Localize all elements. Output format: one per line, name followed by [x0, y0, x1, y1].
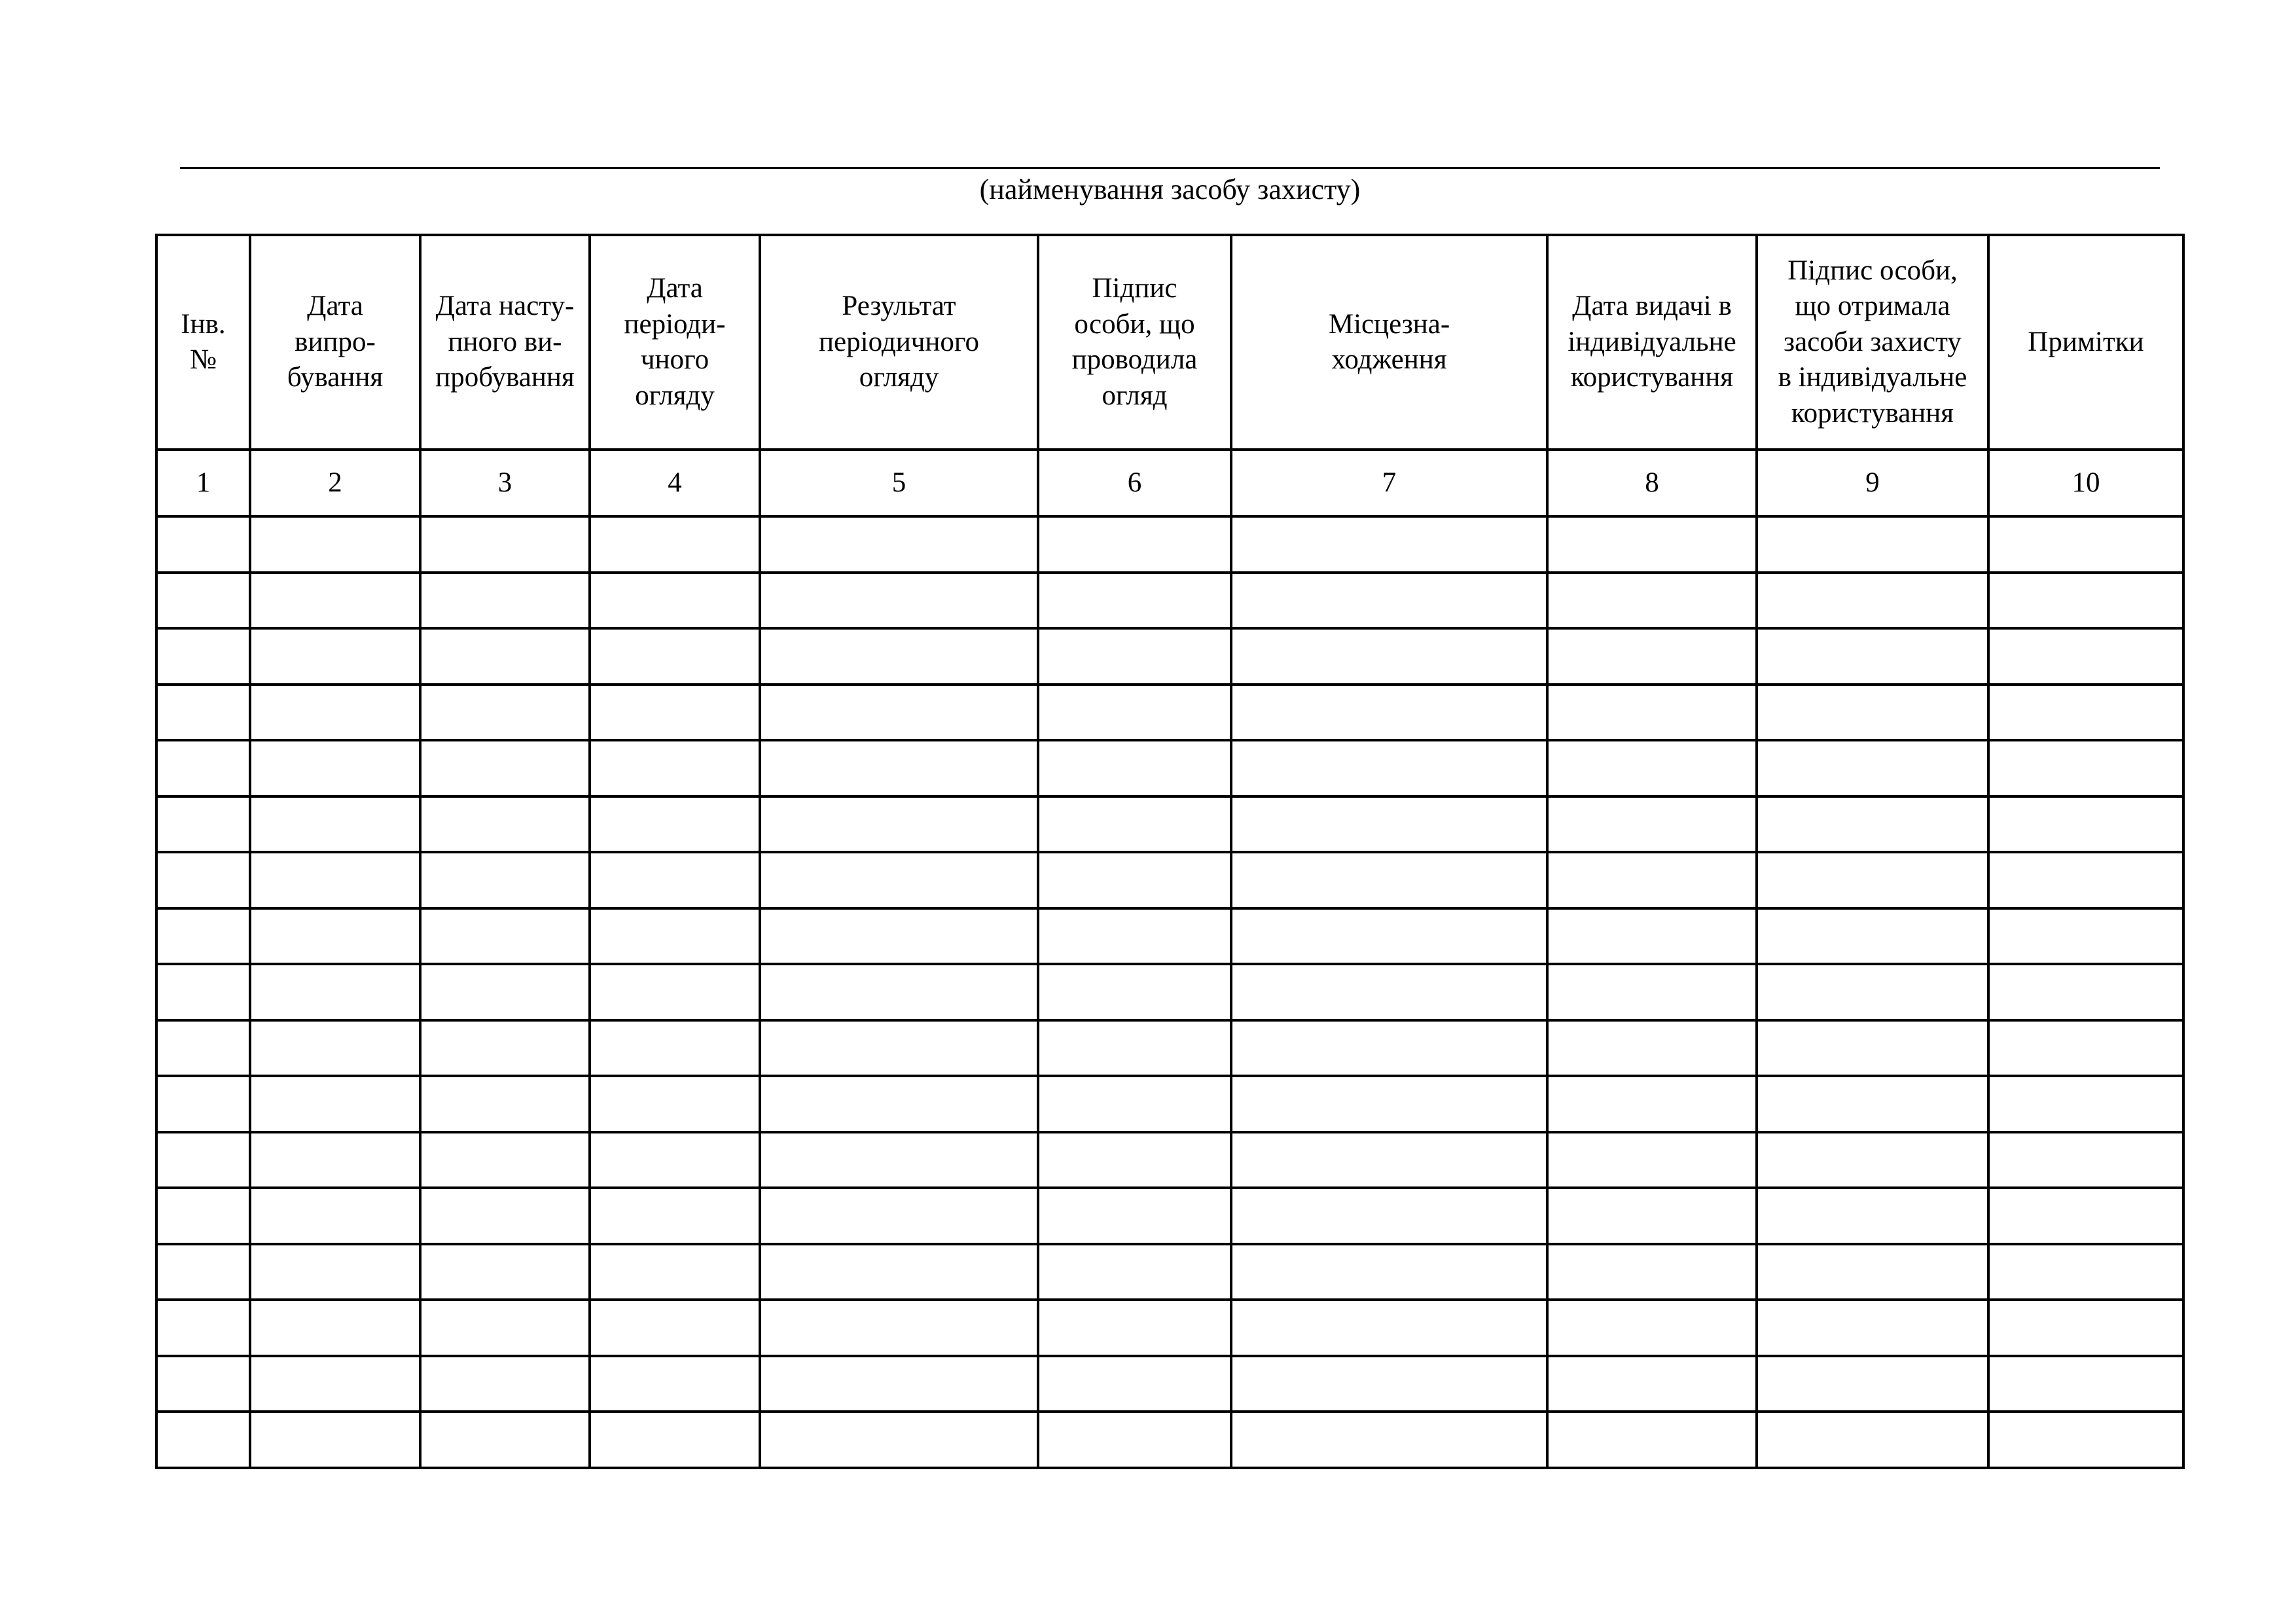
- empty-cell[interactable]: [420, 852, 590, 908]
- empty-cell[interactable]: [1988, 516, 2183, 573]
- empty-cell[interactable]: [1038, 740, 1231, 796]
- empty-cell[interactable]: [1231, 1020, 1547, 1077]
- column-number: 9: [1757, 450, 1988, 516]
- empty-cell[interactable]: [1231, 908, 1547, 965]
- empty-cell[interactable]: [250, 1020, 420, 1077]
- empty-cell[interactable]: [1547, 516, 1757, 573]
- empty-cell[interactable]: [1757, 516, 1988, 573]
- empty-cell[interactable]: [760, 1076, 1038, 1132]
- column-number: 10: [1988, 450, 2183, 516]
- header-text: Місцезна- ходження: [1328, 308, 1450, 375]
- empty-cell[interactable]: [1231, 1300, 1547, 1356]
- empty-cell[interactable]: [1988, 1412, 2183, 1468]
- empty-cell[interactable]: [1988, 964, 2183, 1020]
- empty-cell[interactable]: [1988, 852, 2183, 908]
- column-number: 7: [1231, 450, 1547, 516]
- empty-cell[interactable]: [156, 1356, 250, 1412]
- empty-cell[interactable]: [250, 685, 420, 741]
- empty-cell[interactable]: [1231, 628, 1547, 685]
- empty-cell[interactable]: [1547, 1132, 1757, 1188]
- empty-cell[interactable]: [1757, 1076, 1988, 1132]
- empty-cell[interactable]: [1231, 685, 1547, 741]
- empty-cell[interactable]: [250, 852, 420, 908]
- empty-cell[interactable]: [1231, 1076, 1547, 1132]
- empty-cell[interactable]: [156, 1244, 250, 1300]
- empty-cell[interactable]: [156, 516, 250, 573]
- empty-cell[interactable]: [1547, 796, 1757, 853]
- column-header-notes: [1988, 235, 2183, 450]
- empty-cell[interactable]: [1988, 740, 2183, 796]
- empty-cell[interactable]: [1757, 685, 1988, 741]
- empty-cell[interactable]: [156, 1076, 250, 1132]
- table-row: [156, 1020, 2183, 1077]
- empty-cell[interactable]: [250, 1244, 420, 1300]
- empty-cell[interactable]: [1231, 1356, 1547, 1412]
- empty-cell[interactable]: [1038, 1300, 1231, 1356]
- empty-cell[interactable]: [250, 1412, 420, 1468]
- empty-cell[interactable]: [1547, 740, 1757, 796]
- table-row: [156, 1076, 2183, 1132]
- empty-cell[interactable]: [156, 964, 250, 1020]
- empty-cell[interactable]: [1547, 908, 1757, 965]
- empty-cell[interactable]: [250, 964, 420, 1020]
- empty-cell[interactable]: [420, 685, 590, 741]
- table-row: [156, 1412, 2183, 1468]
- empty-cell[interactable]: [1231, 1244, 1547, 1300]
- empty-cell[interactable]: [250, 1356, 420, 1412]
- header-text: Інв. №: [181, 308, 226, 375]
- empty-cell[interactable]: [1231, 1132, 1547, 1188]
- empty-cell[interactable]: [590, 685, 760, 741]
- column-number-row: [156, 450, 2183, 516]
- empty-cell[interactable]: [590, 796, 760, 853]
- empty-cell[interactable]: [1038, 1020, 1231, 1077]
- empty-cell[interactable]: [420, 796, 590, 853]
- empty-cell[interactable]: [250, 516, 420, 573]
- empty-cell[interactable]: [1988, 573, 2183, 629]
- header-row: [156, 235, 2183, 450]
- empty-cell[interactable]: [1038, 573, 1231, 629]
- empty-cell[interactable]: [1547, 1412, 1757, 1468]
- table-row: [156, 1300, 2183, 1356]
- empty-cell[interactable]: [760, 628, 1038, 685]
- empty-cell[interactable]: [1038, 1244, 1231, 1300]
- empty-cell[interactable]: [1038, 908, 1231, 965]
- empty-cell[interactable]: [1547, 628, 1757, 685]
- empty-cell[interactable]: [250, 573, 420, 629]
- empty-cell[interactable]: [420, 1300, 590, 1356]
- column-number: 1: [156, 450, 250, 516]
- name-underline: [180, 167, 2160, 169]
- column-header-recipient-signature: [1757, 235, 1988, 450]
- empty-cell[interactable]: [760, 740, 1038, 796]
- empty-cell[interactable]: [1988, 1300, 2183, 1356]
- empty-cell[interactable]: [1547, 685, 1757, 741]
- empty-cell[interactable]: [590, 1356, 760, 1412]
- column-header-inspection-date: [590, 235, 760, 450]
- empty-cell[interactable]: [420, 908, 590, 965]
- empty-cell[interactable]: [760, 964, 1038, 1020]
- table-row: [156, 852, 2183, 908]
- empty-cell[interactable]: [420, 964, 590, 1020]
- empty-cell[interactable]: [1988, 1132, 2183, 1188]
- empty-cell[interactable]: [1988, 1076, 2183, 1132]
- empty-cell[interactable]: [420, 1244, 590, 1300]
- empty-cell[interactable]: [1231, 573, 1547, 629]
- column-number: 6: [1038, 450, 1231, 516]
- empty-cell[interactable]: [420, 628, 590, 685]
- empty-cell[interactable]: [1547, 964, 1757, 1020]
- empty-cell[interactable]: [420, 1132, 590, 1188]
- table-row: [156, 628, 2183, 685]
- column-header-issue-date: [1547, 235, 1757, 450]
- empty-cell[interactable]: [760, 1132, 1038, 1188]
- table-row: [156, 908, 2183, 965]
- empty-cell[interactable]: [1038, 964, 1231, 1020]
- empty-cell[interactable]: [1038, 796, 1231, 853]
- empty-cell[interactable]: [590, 740, 760, 796]
- header-text: Дата випро- бування: [287, 291, 384, 393]
- empty-cell[interactable]: [1547, 1020, 1757, 1077]
- empty-cell[interactable]: [250, 1188, 420, 1244]
- empty-cell[interactable]: [760, 573, 1038, 629]
- table-row: [156, 740, 2183, 796]
- table-row: [156, 1356, 2183, 1412]
- empty-cell[interactable]: [760, 1300, 1038, 1356]
- empty-cell[interactable]: [1038, 685, 1231, 741]
- empty-cell[interactable]: [1231, 1412, 1547, 1468]
- empty-cell[interactable]: [156, 1132, 250, 1188]
- empty-cell[interactable]: [760, 1020, 1038, 1077]
- empty-cell[interactable]: [1547, 573, 1757, 629]
- empty-cell[interactable]: [1038, 1356, 1231, 1412]
- empty-cell[interactable]: [250, 1132, 420, 1188]
- empty-cell[interactable]: [1547, 1188, 1757, 1244]
- empty-cell[interactable]: [590, 1188, 760, 1244]
- table-row: [156, 685, 2183, 741]
- empty-cell[interactable]: [1757, 1132, 1988, 1188]
- empty-cell[interactable]: [156, 1020, 250, 1077]
- table-row: [156, 1244, 2183, 1300]
- empty-cell[interactable]: [156, 908, 250, 965]
- table-row: [156, 1132, 2183, 1188]
- empty-cell[interactable]: [760, 685, 1038, 741]
- column-header-inspection-result: [760, 235, 1038, 450]
- empty-cell[interactable]: [1231, 516, 1547, 573]
- empty-cell[interactable]: [250, 1300, 420, 1356]
- column-number: 2: [250, 450, 420, 516]
- empty-cell[interactable]: [1038, 1188, 1231, 1244]
- empty-cell[interactable]: [1988, 685, 2183, 741]
- empty-cell[interactable]: [1757, 964, 1988, 1020]
- empty-cell[interactable]: [590, 908, 760, 965]
- empty-cell[interactable]: [156, 1188, 250, 1244]
- empty-cell[interactable]: [1757, 628, 1988, 685]
- empty-cell[interactable]: [1988, 628, 2183, 685]
- empty-cell[interactable]: [760, 908, 1038, 965]
- empty-cell[interactable]: [1757, 1188, 1988, 1244]
- column-number: 8: [1547, 450, 1757, 516]
- empty-cell[interactable]: [420, 573, 590, 629]
- column-header-inventory-number: [156, 235, 250, 450]
- empty-cell[interactable]: [156, 573, 250, 629]
- protection-means-name-caption: (найменування засобу захисту): [979, 173, 1361, 205]
- empty-cell[interactable]: [1231, 964, 1547, 1020]
- empty-cell[interactable]: [1038, 1132, 1231, 1188]
- empty-cell[interactable]: [1757, 796, 1988, 853]
- column-number: 4: [590, 450, 760, 516]
- empty-cell[interactable]: [1547, 1300, 1757, 1356]
- empty-cell[interactable]: [420, 1076, 590, 1132]
- empty-cell[interactable]: [1038, 1412, 1231, 1468]
- empty-cell[interactable]: [156, 796, 250, 853]
- empty-cell[interactable]: [156, 1412, 250, 1468]
- empty-cell[interactable]: [590, 1300, 760, 1356]
- empty-cell[interactable]: [1547, 1244, 1757, 1300]
- empty-cell[interactable]: [590, 964, 760, 1020]
- header-text: Результат періодичного огляду: [819, 291, 979, 393]
- empty-cell[interactable]: [1757, 1300, 1988, 1356]
- header-text: Підпис особи, що проводила огляд: [1071, 273, 1198, 411]
- column-header-inspector-signature: [1038, 235, 1231, 450]
- table-row: [156, 1188, 2183, 1244]
- header-text: Дата періоди- чного огляду: [624, 273, 726, 411]
- empty-cell[interactable]: [1988, 1356, 2183, 1412]
- empty-cell[interactable]: [1988, 1020, 2183, 1077]
- empty-cell[interactable]: [1757, 852, 1988, 908]
- empty-cell[interactable]: [250, 740, 420, 796]
- empty-cell[interactable]: [1038, 1076, 1231, 1132]
- empty-cell[interactable]: [760, 796, 1038, 853]
- empty-cell[interactable]: [420, 1188, 590, 1244]
- empty-cell[interactable]: [590, 852, 760, 908]
- empty-cell[interactable]: [1757, 1020, 1988, 1077]
- empty-cell[interactable]: [760, 1412, 1038, 1468]
- empty-cell[interactable]: [1547, 852, 1757, 908]
- empty-cell[interactable]: [420, 1356, 590, 1412]
- empty-cell[interactable]: [156, 1300, 250, 1356]
- empty-cell[interactable]: [760, 516, 1038, 573]
- empty-cell[interactable]: [760, 1244, 1038, 1300]
- column-number: 5: [760, 450, 1038, 516]
- empty-cell[interactable]: [250, 1076, 420, 1132]
- column-header-location: [1231, 235, 1547, 450]
- empty-cell[interactable]: [420, 1412, 590, 1468]
- empty-cell[interactable]: [156, 740, 250, 796]
- empty-cell[interactable]: [1231, 740, 1547, 796]
- table-row: [156, 796, 2183, 853]
- empty-cell[interactable]: [156, 852, 250, 908]
- header-text: Примітки: [2028, 326, 2144, 357]
- empty-cell[interactable]: [1038, 852, 1231, 908]
- empty-cell[interactable]: [590, 1076, 760, 1132]
- empty-cell[interactable]: [420, 1020, 590, 1077]
- empty-cell[interactable]: [760, 1356, 1038, 1412]
- empty-cell[interactable]: [590, 516, 760, 573]
- table-row: [156, 516, 2183, 573]
- protection-means-log-table: [155, 234, 2185, 1469]
- header-text: Дата видачі в індивідуальне користування: [1568, 291, 1736, 393]
- empty-cell[interactable]: [760, 1188, 1038, 1244]
- empty-cell[interactable]: [760, 852, 1038, 908]
- empty-cell[interactable]: [590, 1244, 760, 1300]
- empty-cell[interactable]: [1988, 796, 2183, 853]
- empty-cell[interactable]: [1757, 908, 1988, 965]
- empty-cell[interactable]: [1231, 796, 1547, 853]
- empty-cell[interactable]: [1988, 908, 2183, 965]
- empty-cell[interactable]: [1757, 1244, 1988, 1300]
- table-row: [156, 964, 2183, 1020]
- column-number: 3: [420, 450, 590, 516]
- empty-cell[interactable]: [1231, 1188, 1547, 1244]
- empty-cell[interactable]: [1038, 516, 1231, 573]
- empty-cell[interactable]: [590, 1020, 760, 1077]
- empty-cell[interactable]: [1757, 573, 1988, 629]
- empty-cell[interactable]: [590, 573, 760, 629]
- empty-cell[interactable]: [1231, 852, 1547, 908]
- empty-cell[interactable]: [1988, 1188, 2183, 1244]
- empty-cell[interactable]: [156, 685, 250, 741]
- header-text: Дата насту- пного ви- пробування: [435, 291, 575, 393]
- empty-cell[interactable]: [590, 1132, 760, 1188]
- empty-cell[interactable]: [1038, 628, 1231, 685]
- empty-cell[interactable]: [1757, 1412, 1988, 1468]
- header-text: Підпис особи, що отримала засоби захисту в індивідуальне користування: [1778, 255, 1967, 429]
- table-row: [156, 573, 2183, 629]
- empty-cell[interactable]: [1988, 1244, 2183, 1300]
- empty-cell[interactable]: [250, 796, 420, 853]
- empty-cell[interactable]: [420, 516, 590, 573]
- column-header-test-date: [250, 235, 420, 450]
- empty-cell[interactable]: [156, 628, 250, 685]
- empty-cell[interactable]: [250, 628, 420, 685]
- empty-cell[interactable]: [590, 1412, 760, 1468]
- empty-cell[interactable]: [1757, 1356, 1988, 1412]
- empty-cell[interactable]: [590, 628, 760, 685]
- empty-cell[interactable]: [1547, 1076, 1757, 1132]
- empty-cell[interactable]: [250, 908, 420, 965]
- column-header-next-test-date: [420, 235, 590, 450]
- empty-cell[interactable]: [1757, 740, 1988, 796]
- empty-cell[interactable]: [420, 740, 590, 796]
- empty-cell[interactable]: [1547, 1356, 1757, 1412]
